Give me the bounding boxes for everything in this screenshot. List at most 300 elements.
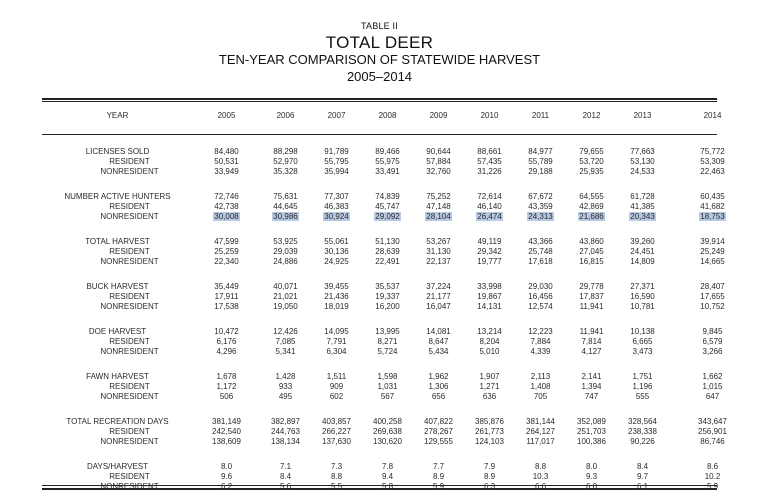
value-cell bbox=[260, 372, 311, 382]
value-cell bbox=[193, 347, 260, 357]
cell-value: 7.7 bbox=[432, 462, 445, 471]
table-subtitle: TEN-YEAR COMPARISON OF STATEWIDE HARVEST bbox=[218, 52, 541, 67]
section-total-row bbox=[42, 372, 757, 382]
value-cell bbox=[566, 202, 617, 212]
value-cell bbox=[464, 202, 515, 212]
value-cell bbox=[362, 302, 413, 312]
value-cell bbox=[515, 202, 566, 212]
cell-value: 8,204 bbox=[479, 337, 500, 346]
cell-value: 1,031 bbox=[377, 382, 398, 391]
cell-value: 343,647 bbox=[698, 417, 727, 426]
value-cell bbox=[362, 202, 413, 212]
cell-value: 33,491 bbox=[375, 167, 400, 176]
cell-value: 6.3 bbox=[483, 482, 496, 491]
cell-value: 8.8 bbox=[330, 472, 343, 481]
year-col-2012: 2012 bbox=[582, 111, 601, 120]
cell-value: 21,436 bbox=[324, 292, 349, 301]
cell-value: 647 bbox=[705, 392, 720, 401]
cell-value: 7,085 bbox=[275, 337, 296, 346]
value-cell bbox=[311, 427, 362, 437]
cell-value: 8.9 bbox=[483, 472, 496, 481]
value-cell bbox=[515, 167, 566, 177]
value-cell bbox=[668, 417, 757, 427]
row-label: RESIDENT bbox=[109, 472, 150, 481]
cell-value: 19,050 bbox=[273, 302, 298, 311]
value-cell bbox=[311, 382, 362, 392]
value-cell bbox=[413, 247, 464, 257]
value-cell bbox=[464, 237, 515, 247]
value-cell bbox=[362, 347, 413, 357]
value-cell bbox=[362, 427, 413, 437]
value-cell bbox=[311, 282, 362, 292]
value-cell bbox=[566, 372, 617, 382]
cell-value: 269,638 bbox=[373, 427, 402, 436]
value-cell bbox=[362, 157, 413, 167]
cell-value: 242,540 bbox=[212, 427, 241, 436]
cell-value: 567 bbox=[380, 392, 395, 401]
cell-value: 14,665 bbox=[700, 257, 725, 266]
resident-row bbox=[42, 472, 757, 482]
harvest-table bbox=[42, 111, 757, 492]
value-cell bbox=[515, 472, 566, 482]
value-cell bbox=[464, 192, 515, 202]
cell-value: 7.8 bbox=[381, 462, 394, 471]
cell-value: 5.6 bbox=[279, 482, 292, 491]
value-cell bbox=[311, 437, 362, 447]
value-cell bbox=[193, 327, 260, 337]
cell-value: 41,682 bbox=[700, 202, 725, 211]
cell-value: 3,473 bbox=[632, 347, 653, 356]
value-cell bbox=[566, 167, 617, 177]
value-cell bbox=[566, 282, 617, 292]
resident-row bbox=[42, 427, 757, 437]
value-cell bbox=[566, 292, 617, 302]
cell-value: 31,226 bbox=[477, 167, 502, 176]
value-cell bbox=[193, 382, 260, 392]
value-cell bbox=[193, 302, 260, 312]
value-cell bbox=[617, 482, 668, 492]
value-cell bbox=[515, 247, 566, 257]
cell-value: 382,897 bbox=[271, 417, 300, 426]
cell-value: 91,789 bbox=[324, 147, 349, 156]
cell-value: 60,435 bbox=[700, 192, 725, 201]
spacer-row bbox=[42, 357, 757, 372]
value-cell bbox=[668, 292, 757, 302]
value-cell bbox=[515, 427, 566, 437]
value-cell bbox=[362, 372, 413, 382]
row-label: RESIDENT bbox=[109, 382, 150, 391]
highlighted-value: 26,474 bbox=[477, 212, 502, 221]
value-cell bbox=[515, 417, 566, 427]
cell-value: 25,935 bbox=[579, 167, 604, 176]
cell-value: 17,618 bbox=[528, 257, 553, 266]
cell-value: 75,252 bbox=[426, 192, 451, 201]
value-cell bbox=[515, 302, 566, 312]
cell-value: 381,144 bbox=[526, 417, 555, 426]
row-label: NONRESIDENT bbox=[100, 347, 159, 356]
cell-value: 7.3 bbox=[330, 462, 343, 471]
resident-row bbox=[42, 382, 757, 392]
cell-value: 29,039 bbox=[273, 247, 298, 256]
value-cell bbox=[193, 437, 260, 447]
value-cell bbox=[566, 462, 617, 472]
highlighted-value: 30,924 bbox=[324, 212, 349, 221]
row-label: RESIDENT bbox=[109, 427, 150, 436]
value-cell bbox=[617, 147, 668, 157]
cell-value: 124,103 bbox=[475, 437, 504, 446]
value-cell bbox=[668, 337, 757, 347]
cell-value: 8,271 bbox=[377, 337, 398, 346]
value-cell bbox=[260, 157, 311, 167]
nonresident-row bbox=[42, 437, 757, 447]
cell-value: 1,428 bbox=[275, 372, 296, 381]
value-cell bbox=[668, 382, 757, 392]
cell-value: 51,130 bbox=[375, 237, 400, 246]
cell-value: 86,746 bbox=[700, 437, 725, 446]
value-cell bbox=[193, 212, 260, 222]
value-cell bbox=[413, 302, 464, 312]
cell-value: 39,260 bbox=[630, 237, 655, 246]
cell-value: 24,533 bbox=[630, 167, 655, 176]
value-cell bbox=[413, 417, 464, 427]
value-cell bbox=[515, 257, 566, 267]
value-cell bbox=[193, 147, 260, 157]
cell-value: 21,177 bbox=[426, 292, 451, 301]
cell-value: 8.0 bbox=[220, 462, 233, 471]
table-number: TABLE II bbox=[361, 21, 398, 31]
cell-value: 55,061 bbox=[324, 237, 349, 246]
value-cell bbox=[617, 372, 668, 382]
value-cell bbox=[515, 327, 566, 337]
cell-value: 251,703 bbox=[577, 427, 606, 436]
spacer-row bbox=[42, 123, 757, 147]
cell-value: 1,598 bbox=[377, 372, 398, 381]
value-cell bbox=[668, 372, 757, 382]
cell-value: 8.8 bbox=[534, 462, 547, 471]
cell-value: 25,748 bbox=[528, 247, 553, 256]
cell-value: 84,480 bbox=[214, 147, 239, 156]
cell-value: 72,746 bbox=[214, 192, 239, 201]
cell-value: 909 bbox=[329, 382, 344, 391]
cell-value: 3,266 bbox=[702, 347, 723, 356]
nonresident-row bbox=[42, 392, 757, 402]
cell-value: 19,337 bbox=[375, 292, 400, 301]
cell-value: 46,383 bbox=[324, 202, 349, 211]
cell-value: 17,538 bbox=[214, 302, 239, 311]
row-label: NONRESIDENT bbox=[100, 302, 159, 311]
cell-value: 933 bbox=[278, 382, 293, 391]
cell-value: 64,555 bbox=[579, 192, 604, 201]
value-cell bbox=[413, 212, 464, 222]
cell-value: 24,886 bbox=[273, 257, 298, 266]
value-cell bbox=[515, 237, 566, 247]
value-cell bbox=[464, 282, 515, 292]
value-cell bbox=[668, 347, 757, 357]
value-cell bbox=[515, 192, 566, 202]
cell-value: 11,941 bbox=[579, 302, 604, 311]
resident-row bbox=[42, 202, 757, 212]
spacer-row bbox=[42, 267, 757, 282]
cell-value: 10,781 bbox=[630, 302, 655, 311]
value-cell bbox=[566, 437, 617, 447]
cell-value: 31,130 bbox=[426, 247, 451, 256]
value-cell bbox=[515, 147, 566, 157]
cell-value: 7.1 bbox=[279, 462, 292, 471]
cell-value: 40,071 bbox=[273, 282, 298, 291]
highlighted-value: 30,008 bbox=[214, 212, 239, 221]
cell-value: 25,249 bbox=[700, 247, 725, 256]
value-cell bbox=[668, 282, 757, 292]
value-cell bbox=[362, 257, 413, 267]
value-cell bbox=[362, 417, 413, 427]
value-cell bbox=[464, 147, 515, 157]
cell-value: 90,644 bbox=[426, 147, 451, 156]
cell-value: 30,136 bbox=[324, 247, 349, 256]
value-cell bbox=[515, 282, 566, 292]
value-cell bbox=[362, 282, 413, 292]
highlighted-value: 20,343 bbox=[630, 212, 655, 221]
value-cell bbox=[617, 282, 668, 292]
cell-value: 5,724 bbox=[377, 347, 398, 356]
value-cell bbox=[617, 382, 668, 392]
value-cell bbox=[566, 427, 617, 437]
value-cell bbox=[311, 347, 362, 357]
cell-value: 12,574 bbox=[528, 302, 553, 311]
value-cell bbox=[668, 302, 757, 312]
cell-value: 506 bbox=[219, 392, 234, 401]
value-cell bbox=[260, 257, 311, 267]
value-cell bbox=[617, 202, 668, 212]
nonresident-row bbox=[42, 212, 757, 222]
row-label: NONRESIDENT bbox=[100, 167, 159, 176]
cell-value: 4,339 bbox=[530, 347, 551, 356]
value-cell bbox=[311, 202, 362, 212]
cell-value: 1,196 bbox=[632, 382, 653, 391]
cell-value: 137,630 bbox=[322, 437, 351, 446]
value-cell bbox=[566, 347, 617, 357]
value-cell bbox=[566, 237, 617, 247]
value-cell bbox=[311, 337, 362, 347]
cell-value: 5.9 bbox=[706, 482, 719, 491]
value-cell bbox=[311, 157, 362, 167]
resident-row bbox=[42, 337, 757, 347]
cell-value: 19,867 bbox=[477, 292, 502, 301]
value-cell bbox=[464, 462, 515, 472]
cell-value: 14,809 bbox=[630, 257, 655, 266]
cell-value: 9.7 bbox=[636, 472, 649, 481]
row-label: RESIDENT bbox=[109, 247, 150, 256]
value-cell bbox=[311, 247, 362, 257]
cell-value: 28,407 bbox=[700, 282, 725, 291]
value-cell bbox=[515, 212, 566, 222]
value-cell bbox=[515, 157, 566, 167]
cell-value: 52,970 bbox=[273, 157, 298, 166]
cell-value: 43,860 bbox=[579, 237, 604, 246]
value-cell bbox=[311, 482, 362, 492]
value-cell bbox=[362, 292, 413, 302]
cell-value: 10,138 bbox=[630, 327, 655, 336]
cell-value: 5.9 bbox=[432, 482, 445, 491]
value-cell bbox=[464, 337, 515, 347]
cell-value: 53,130 bbox=[630, 157, 655, 166]
value-cell bbox=[193, 292, 260, 302]
value-cell bbox=[193, 202, 260, 212]
cell-value: 41,385 bbox=[630, 202, 655, 211]
value-cell bbox=[566, 212, 617, 222]
section-title: LICENSES SOLD bbox=[85, 147, 150, 156]
nonresident-row bbox=[42, 347, 757, 357]
cell-value: 33,998 bbox=[477, 282, 502, 291]
value-cell bbox=[311, 147, 362, 157]
value-cell bbox=[260, 192, 311, 202]
value-cell bbox=[193, 167, 260, 177]
value-cell bbox=[362, 392, 413, 402]
cell-value: 2,141 bbox=[581, 372, 602, 381]
value-cell bbox=[413, 347, 464, 357]
value-cell bbox=[515, 292, 566, 302]
cell-value: 12,223 bbox=[528, 327, 553, 336]
cell-value: 278,267 bbox=[424, 427, 453, 436]
cell-value: 6,665 bbox=[632, 337, 653, 346]
value-cell bbox=[566, 482, 617, 492]
value-cell bbox=[193, 247, 260, 257]
cell-value: 1,015 bbox=[702, 382, 723, 391]
cell-value: 138,134 bbox=[271, 437, 300, 446]
nonresident-row bbox=[42, 482, 757, 492]
cell-value: 22,491 bbox=[375, 257, 400, 266]
value-cell bbox=[668, 327, 757, 337]
cell-value: 29,342 bbox=[477, 247, 502, 256]
year-col-2008: 2008 bbox=[378, 111, 397, 120]
cell-value: 8,647 bbox=[428, 337, 449, 346]
section-title: DAYS/HARVEST bbox=[86, 462, 149, 471]
cell-value: 8.4 bbox=[279, 472, 292, 481]
highlighted-value: 28,104 bbox=[426, 212, 451, 221]
cell-value: 88,298 bbox=[273, 147, 298, 156]
cell-value: 22,137 bbox=[426, 257, 451, 266]
value-cell bbox=[617, 392, 668, 402]
value-cell bbox=[566, 147, 617, 157]
cell-value: 9.3 bbox=[585, 472, 598, 481]
value-cell bbox=[362, 147, 413, 157]
cell-value: 8.6 bbox=[706, 462, 719, 471]
value-cell bbox=[311, 417, 362, 427]
cell-value: 16,456 bbox=[528, 292, 553, 301]
section-total-row bbox=[42, 147, 757, 157]
value-cell bbox=[668, 257, 757, 267]
value-cell bbox=[413, 192, 464, 202]
value-cell bbox=[413, 327, 464, 337]
spacer-row bbox=[42, 222, 757, 237]
value-cell bbox=[515, 482, 566, 492]
value-cell bbox=[515, 437, 566, 447]
cell-value: 35,537 bbox=[375, 282, 400, 291]
value-cell bbox=[566, 247, 617, 257]
top-rule bbox=[42, 98, 717, 100]
value-cell bbox=[260, 202, 311, 212]
value-cell bbox=[617, 192, 668, 202]
value-cell bbox=[362, 462, 413, 472]
cell-value: 24,925 bbox=[324, 257, 349, 266]
value-cell bbox=[311, 167, 362, 177]
cell-value: 19,777 bbox=[477, 257, 502, 266]
value-cell bbox=[260, 237, 311, 247]
value-cell bbox=[413, 437, 464, 447]
cell-value: 5.8 bbox=[381, 482, 394, 491]
cell-value: 25,259 bbox=[214, 247, 239, 256]
year-col-2007: 2007 bbox=[327, 111, 346, 120]
cell-value: 6.1 bbox=[636, 482, 649, 491]
cell-value: 55,789 bbox=[528, 157, 553, 166]
value-cell bbox=[617, 237, 668, 247]
value-cell bbox=[668, 482, 757, 492]
cell-value: 138,609 bbox=[212, 437, 241, 446]
cell-value: 42,738 bbox=[214, 202, 239, 211]
value-cell bbox=[193, 482, 260, 492]
value-cell bbox=[668, 147, 757, 157]
value-cell bbox=[193, 192, 260, 202]
cell-value: 238,338 bbox=[628, 427, 657, 436]
cell-value: 35,994 bbox=[324, 167, 349, 176]
value-cell bbox=[464, 382, 515, 392]
value-cell bbox=[464, 392, 515, 402]
value-cell bbox=[362, 247, 413, 257]
value-cell bbox=[668, 247, 757, 257]
cell-value: 12,426 bbox=[273, 327, 298, 336]
cell-value: 39,455 bbox=[324, 282, 349, 291]
value-cell bbox=[464, 157, 515, 167]
row-label: NONRESIDENT bbox=[100, 437, 159, 446]
highlighted-value: 24,313 bbox=[528, 212, 553, 221]
value-cell bbox=[311, 192, 362, 202]
value-cell bbox=[260, 482, 311, 492]
cell-value: 13,214 bbox=[477, 327, 502, 336]
value-cell bbox=[362, 382, 413, 392]
value-cell bbox=[362, 337, 413, 347]
value-cell bbox=[464, 372, 515, 382]
cell-value: 27,371 bbox=[630, 282, 655, 291]
cell-value: 84,977 bbox=[528, 147, 553, 156]
section-total-row bbox=[42, 237, 757, 247]
cell-value: 29,188 bbox=[528, 167, 553, 176]
cell-value: 602 bbox=[329, 392, 344, 401]
cell-value: 17,837 bbox=[579, 292, 604, 301]
highlighted-value: 18,753 bbox=[700, 212, 725, 221]
value-cell bbox=[413, 472, 464, 482]
value-cell bbox=[617, 437, 668, 447]
cell-value: 1,408 bbox=[530, 382, 551, 391]
value-cell bbox=[413, 462, 464, 472]
cell-value: 7,791 bbox=[326, 337, 347, 346]
value-cell bbox=[464, 427, 515, 437]
value-cell bbox=[668, 157, 757, 167]
cell-value: 55,975 bbox=[375, 157, 400, 166]
cell-value: 1,962 bbox=[428, 372, 449, 381]
cell-value: 10.2 bbox=[704, 472, 721, 481]
value-cell bbox=[464, 247, 515, 257]
value-cell bbox=[617, 327, 668, 337]
value-cell bbox=[260, 337, 311, 347]
cell-value: 1,271 bbox=[479, 382, 500, 391]
value-cell bbox=[617, 302, 668, 312]
cell-value: 403,857 bbox=[322, 417, 351, 426]
cell-value: 352,089 bbox=[577, 417, 606, 426]
cell-value: 9,845 bbox=[702, 327, 723, 336]
resident-row bbox=[42, 247, 757, 257]
cell-value: 5.5 bbox=[330, 482, 343, 491]
value-cell bbox=[464, 167, 515, 177]
cell-value: 100,386 bbox=[577, 437, 606, 446]
